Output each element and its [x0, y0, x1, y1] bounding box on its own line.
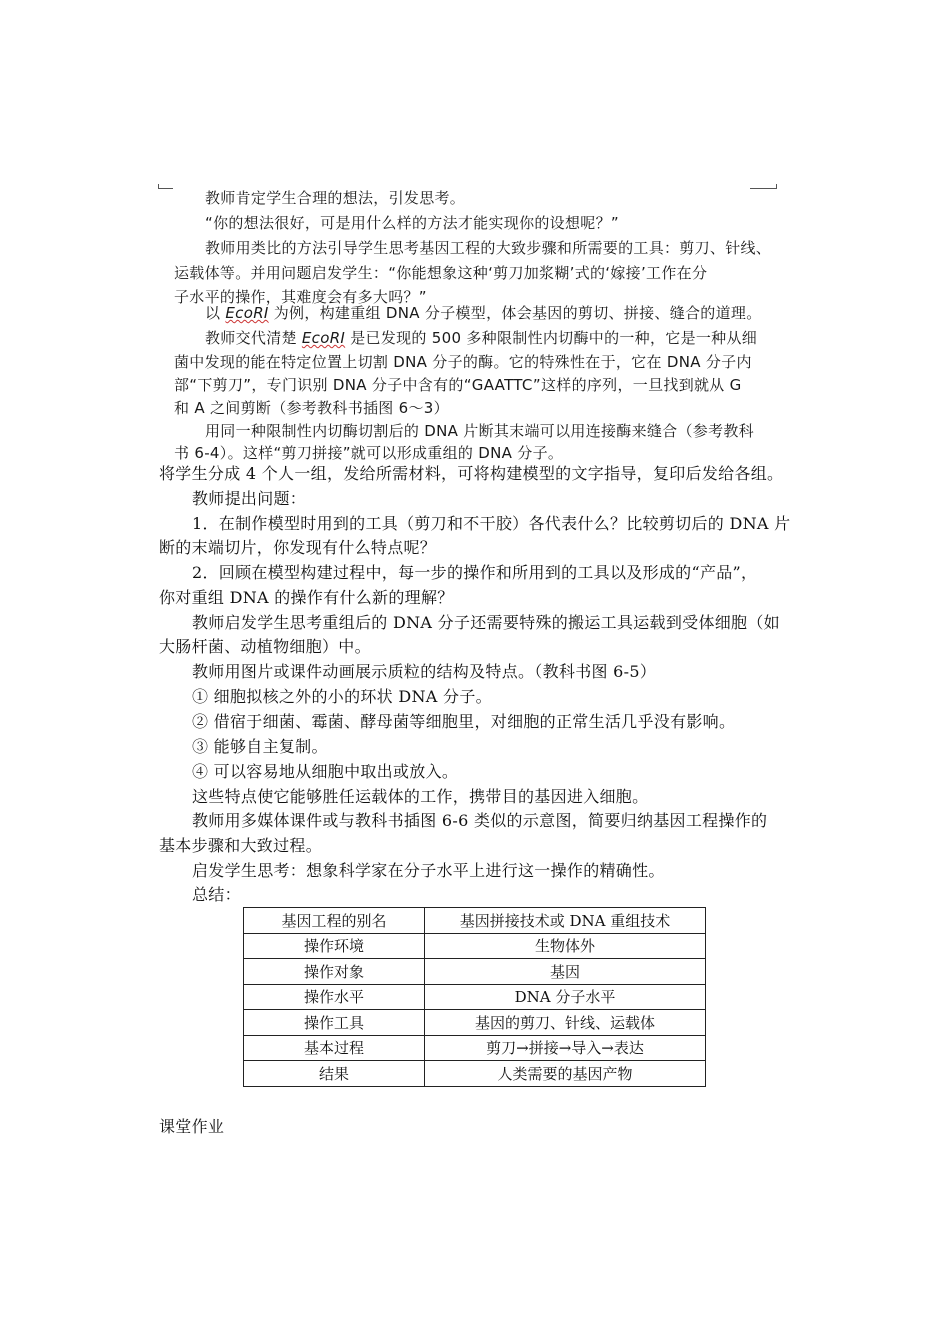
- body-line: 你对重组 DNA 的操作有什么新的理解？: [159, 588, 454, 607]
- textbox-line: 用同一种限制性内切酶切割后的 DNA 片断其末端可以用连接酶来缝合（参考教科: [205, 422, 754, 440]
- body-line: 将学生分成 4 个人一组，发给所需材料，可将构建模型的文字指导，复印后发给各组。: [159, 464, 784, 483]
- body-line: 启发学生思考：想象科学家在分子水平上进行这一操作的精确性。: [192, 861, 665, 880]
- table-cell-label: 操作工具: [244, 1010, 425, 1036]
- table-cell-label: 基本过程: [244, 1035, 425, 1061]
- body-line: ③ 能够自主复制。: [192, 737, 328, 756]
- table-cell-label: 操作对象: [244, 959, 425, 985]
- textbox-prefix: 教师交代清楚: [205, 329, 297, 347]
- body-line: 基本步骤和大致过程。: [159, 836, 323, 855]
- body-line: 断的末端切片，你发现有什么特点呢？: [159, 538, 437, 557]
- body-line: 这些特点使它能够胜任运载体的工作，携带目的基因进入细胞。: [192, 787, 649, 806]
- enzyme-name: EcoRI: [225, 304, 269, 322]
- table-cell-value: DNA 分子水平: [425, 984, 706, 1010]
- body-line: 教师启发学生思考重组后的 DNA 分子还需要特殊的搬运工具运载到受体细胞（如: [192, 613, 780, 632]
- table-cell-value: 人类需要的基因产物: [425, 1061, 706, 1087]
- textbox-line: 教师用类比的方法引导学生思考基因工程的大致步骤和所需要的工具：剪刀、针线、: [205, 239, 772, 257]
- textbox-prefix: 以: [205, 304, 221, 322]
- section-heading-homework: 课堂作业: [159, 1117, 225, 1136]
- textbox-line: 子水平的操作，其难度会有多大吗？”: [174, 288, 427, 306]
- textbox-line: 教师肯定学生合理的想法，引发思考。: [205, 189, 466, 207]
- table-row: [244, 908, 706, 934]
- textbox-line: 和 A 之间剪断（参考教科书插图 6～3）: [174, 399, 449, 417]
- table-cell-value: 生物体外: [425, 933, 706, 959]
- textbox-line: 运载体等。并用问题启发学生：“你能想象这种‘剪刀加浆糊’式的‘嫁接’工作在分: [174, 264, 708, 282]
- body-line: 1．在制作模型时用到的工具（剪刀和不干胶）各代表什么？比较剪切后的 DNA 片: [192, 514, 791, 533]
- textbox-line-ecori-intro: [205, 301, 762, 325]
- body-line: 教师提出问题：: [192, 489, 307, 508]
- enzyme-name: EcoRI: [301, 329, 346, 347]
- table-cell-value: 剪刀→拼接→导入→表达: [425, 1035, 706, 1061]
- body-line: ④ 可以容易地从细胞中取出或放入。: [192, 762, 459, 781]
- body-line: ① 细胞拟核之外的小的环状 DNA 分子。: [192, 687, 492, 706]
- textbox-line: 书 6-4）。这样“剪刀拼接”就可以形成重组的 DNA 分子。: [174, 444, 564, 462]
- textbox-corner-right: [750, 184, 777, 189]
- table-cell-label: 结果: [244, 1061, 425, 1087]
- table-row: [244, 984, 706, 1010]
- summary-table: [243, 907, 706, 1087]
- table-cell-label: 操作环境: [244, 933, 425, 959]
- table-cell-value: 基因拼接技术或 DNA 重组技术: [425, 908, 706, 934]
- textbox-line-rest: 是已发现的 500 多种限制性内切酶中的一种，它是一种从细: [350, 329, 758, 347]
- textbox-line: “你的想法很好，可是用什么样的方法才能实现你的设想呢？”: [205, 214, 619, 232]
- table-row: [244, 959, 706, 985]
- table-row: [244, 933, 706, 959]
- textbox-line: 部“下剪刀”，专门识别 DNA 分子中含有的“GAATTC”这样的序列，一旦找到就从 G: [174, 376, 742, 394]
- textbox-corner-left: [158, 184, 173, 189]
- body-line: 教师用多媒体课件或与教科书插图 6-6 类似的示意图，简要归纳基因工程操作的: [192, 811, 768, 830]
- body-line: ② 借宿于细菌、霉菌、酵母菌等细胞里，对细胞的正常生活几乎没有影响。: [192, 712, 736, 731]
- textbox-line-ecori-desc: [205, 326, 757, 350]
- table-cell-label: 操作水平: [244, 984, 425, 1010]
- table-cell-value: 基因的剪刀、针线、运载体: [425, 1010, 706, 1036]
- table-row: [244, 1035, 706, 1061]
- table-cell-value: 基因: [425, 959, 706, 985]
- table-row: [244, 1061, 706, 1087]
- body-line: 2．回顾在模型构建过程中，每一步的操作和所用到的工具以及形成的“产品”，: [192, 563, 758, 582]
- table-row: [244, 1010, 706, 1036]
- body-line: 大肠杆菌、动植物细胞）中。: [159, 637, 371, 656]
- body-line: 总结：: [192, 885, 241, 904]
- body-line: 教师用图片或课件动画展示质粒的结构及特点。（教科书图 6-5）: [192, 662, 657, 681]
- textbox-line-rest: 为例，构建重组 DNA 分子模型，体会基因的剪切、拼接、缝合的道理。: [273, 304, 762, 322]
- table-cell-label: 基因工程的别名: [244, 908, 425, 934]
- textbox-line: 菌中发现的能在特定位置上切割 DNA 分子的酶。它的特殊性在于，它在 DNA 分子内: [174, 353, 752, 371]
